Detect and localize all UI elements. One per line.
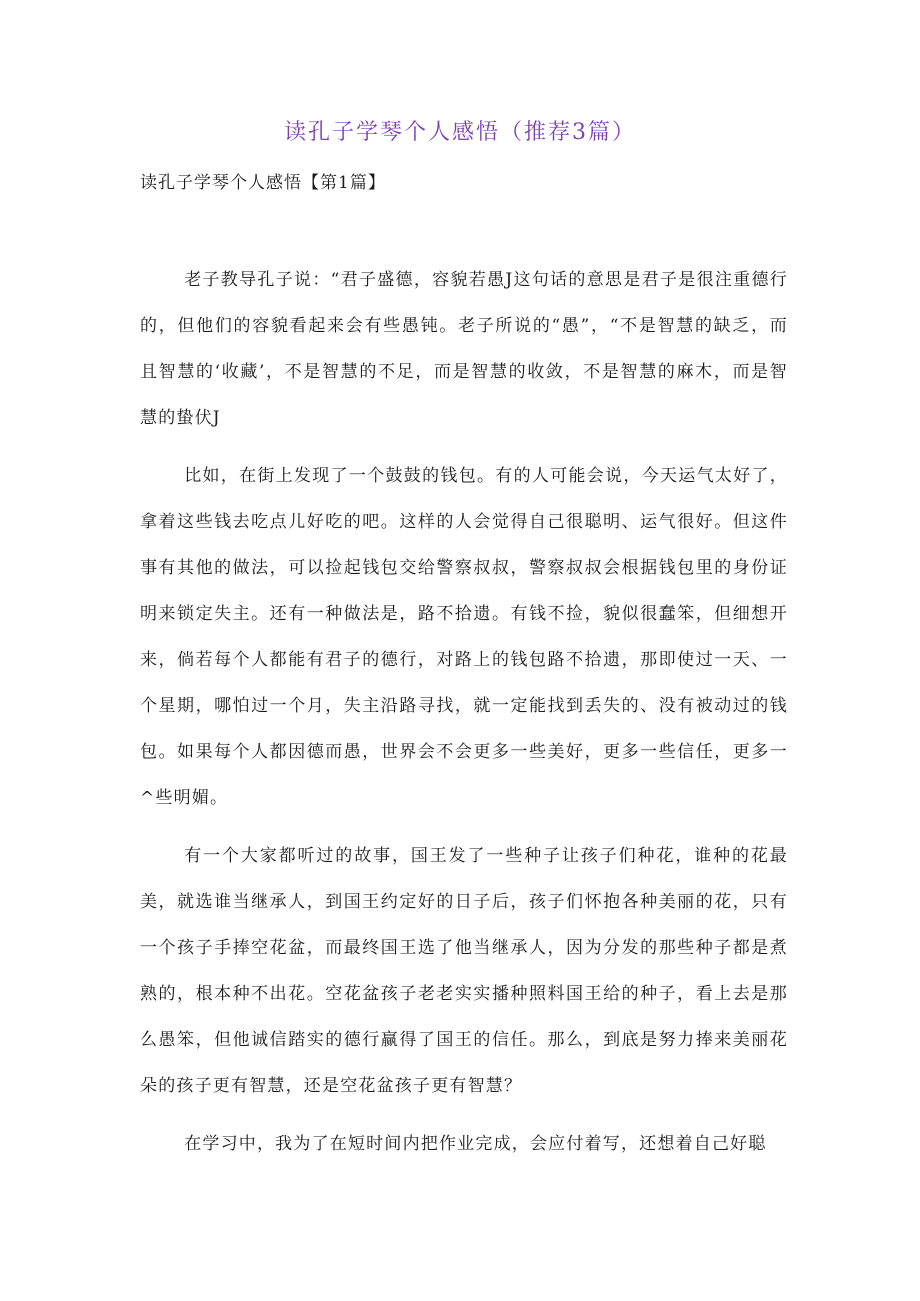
paragraph-4: 在学习中，我为了在短时间内把作业完成，会应付着写，还想着自己好聪 — [184, 1134, 767, 1154]
paragraph-2: 比如，在街上发现了一个鼓鼓的钱包。有的人可能会说，今天运气太好了，拿着这些钱去吃点儿好吃的吧。这样的人会觉得自己很聪明、运气很好。但这件事有其他的做法，可以捡起钱包交给警察叔叔，警察叔叔会根据钱包里的身份证明来锁定失主。还有一种做法是，路不拾遗。有钱不捡，貌似很蠢笨，但细想开来，倘若每个人都能有君子的德行，对路上的钱包路不拾遗，那即使过一天、一个星期，哪怕过一个月，失主沿路寻找，就一定能找到丢失的、没有被动过的钱包。如果每个人都因德而愚，世界会不会更多一些美好，更多一些信任，更多一^些明媚。 — [140, 466, 788, 808]
body-text — [140, 257, 788, 1179]
document-title: 读孔子学琴个人感悟（推荐3篇） — [284, 120, 636, 145]
paragraph-3: 有一个大家都听过的故事，国王发了一些种子让孩子们种花，谁种的花最美，就选谁当继承人，到国王约定好的日子后，孩子们怀抱各种美丽的花，只有一个孩子手捧空花盆，而最终国王选了他当继承人，因为分发的那些种子都是煮熟的，根本种不出花。空花盆孩子老老实实播种照料国王给的种子，看上去是那么愚笨，但他诚信踏实的德行赢得了国王的信任。那么，到底是努力捧来美丽花朵的孩子更有智慧，还是空花盆孩子更有智慧？ — [140, 846, 788, 1096]
paragraph-1: 老子教导孔子说：“君子盛德，容貌若愚J这句话的意思是君子是很注重德行的，但他们的容貌看起来会有些愚钝。老子所说的“愚”，“不是智慧的缺乏，而且智慧的‘收藏’，不是智慧的不足，而是智慧的收敛，不是智慧的麻木，而是智慧的蛰伏J — [140, 270, 788, 428]
section-heading: 读孔子学琴个人感悟【第1篇】 — [140, 173, 386, 193]
